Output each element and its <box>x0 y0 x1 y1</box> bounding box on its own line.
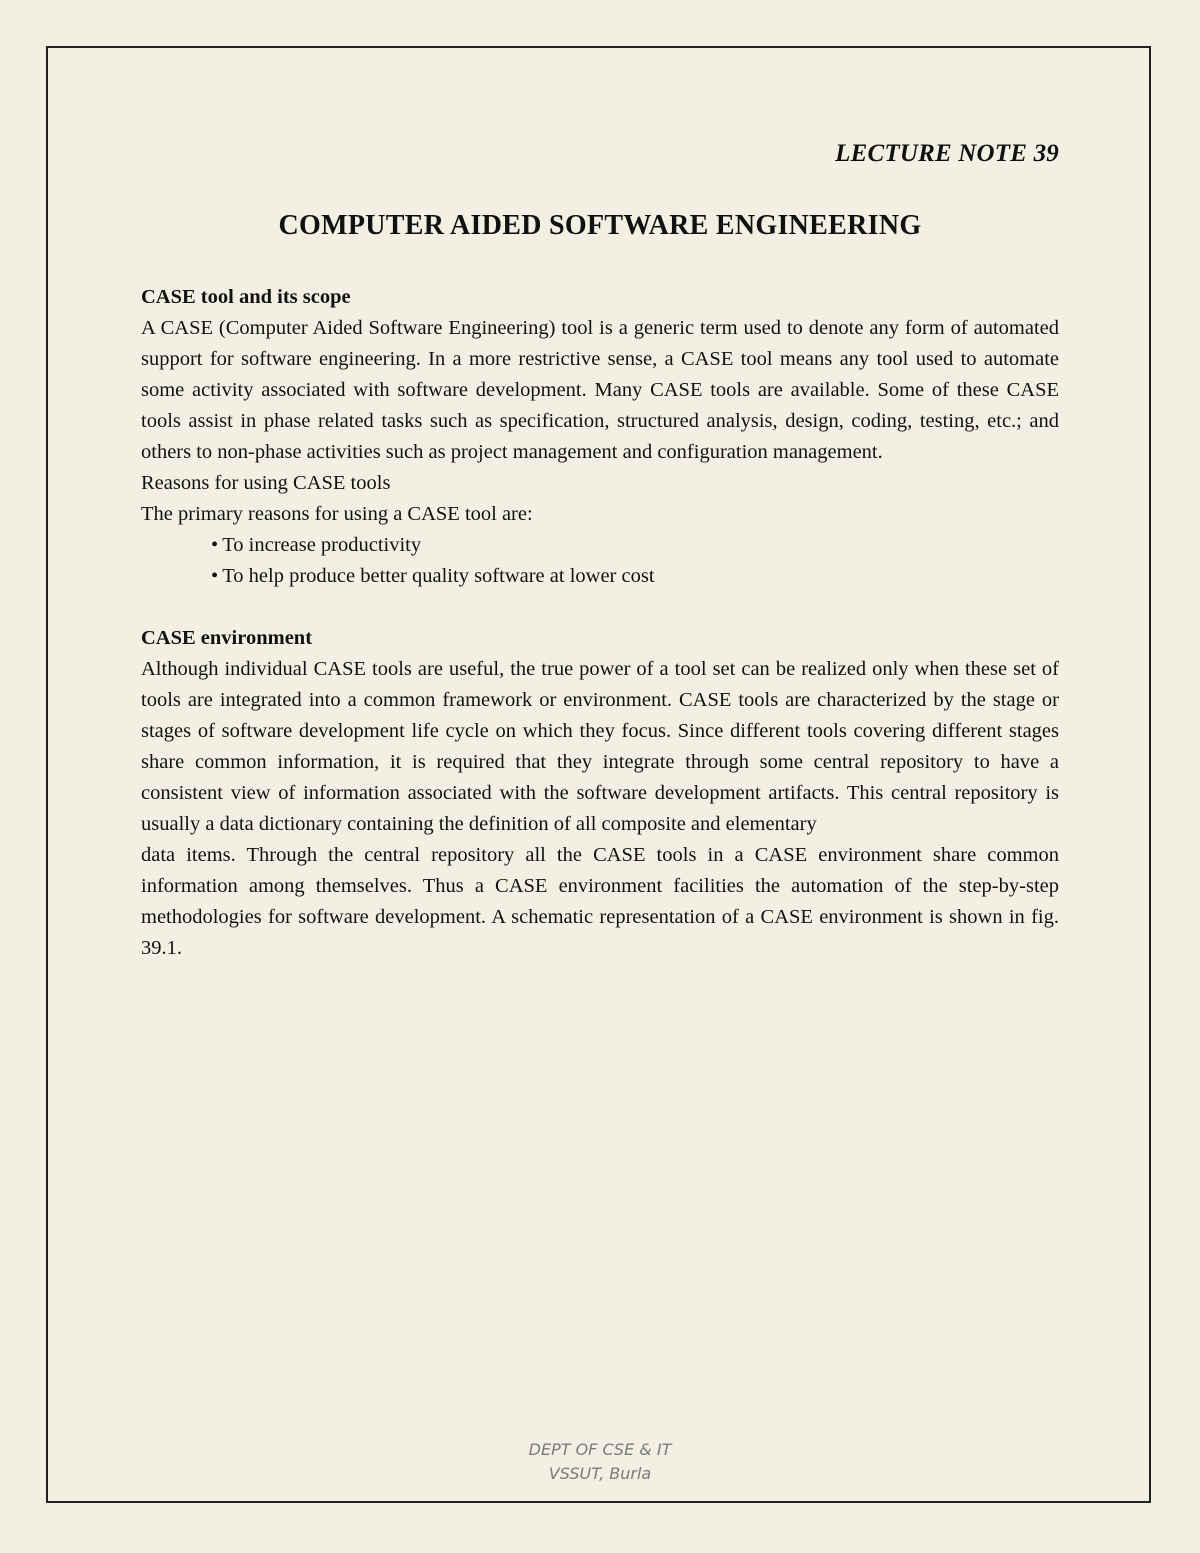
list-item <box>211 530 1059 561</box>
footer-institution: VSSUT, Burla <box>548 1464 652 1483</box>
document-body <box>141 282 1059 964</box>
reasons-list <box>141 530 1059 592</box>
reasons-intro: The primary reasons for using a CASE tool are: <box>141 503 533 525</box>
list-item-text: To increase productivity <box>222 534 422 556</box>
page-title: COMPUTER AIDED SOFTWARE ENGINEERING <box>278 210 922 241</box>
section-spacer <box>141 592 1059 623</box>
page-footer <box>0 1438 1200 1486</box>
case-tool-scope-paragraph: A CASE (Computer Aided Software Engineering) tool is a generic term used to denote any form of automated support for software engineering. In a more restrictive sense, a CASE tool means any tool used to automate some activity associated with software development. Many CASE tools are available. Some of these CASE tools assist in phase related tasks such as specification, structured analysis, design, coding, testing, etc.; and others to non-phase activities such as project management and configuration management. <box>141 317 1059 463</box>
section-heading-case-environment: CASE environment <box>141 627 313 649</box>
list-item-text: To help produce better quality software at lower cost <box>222 565 655 587</box>
reasons-heading: Reasons for using CASE tools <box>141 472 391 494</box>
case-environment-paragraph-1: Although individual CASE tools are useful, the true power of a tool set can be realized only when these set of tools are integrated into a common framework or environment. CASE tools are characterized by the stage or stages of software development life cycle on which they focus. Since different tools covering different stages share common information, it is required that they integrate through some central repository to have a consistent view of information associated with the software development artifacts. This central repository is usually a data dictionary containing the definition of all composite and elementary <box>141 658 1059 835</box>
bullet-icon: • <box>211 565 219 587</box>
list-item <box>211 561 1059 592</box>
bullet-icon: • <box>211 534 219 556</box>
footer-department: DEPT OF CSE & IT <box>528 1440 672 1459</box>
section-heading-case-tool-scope: CASE tool and its scope <box>141 286 351 308</box>
case-environment-paragraph-2: data items. Through the central repository all the CASE tools in a CASE environment share common information among themselves. Thus a CASE environment facilities the automation of the step-by-step methodologies for software development. A schematic representation of a CASE environment is shown in fig. 39.1. <box>141 844 1059 959</box>
lecture-note-label: LECTURE NOTE 39 <box>835 140 1059 167</box>
